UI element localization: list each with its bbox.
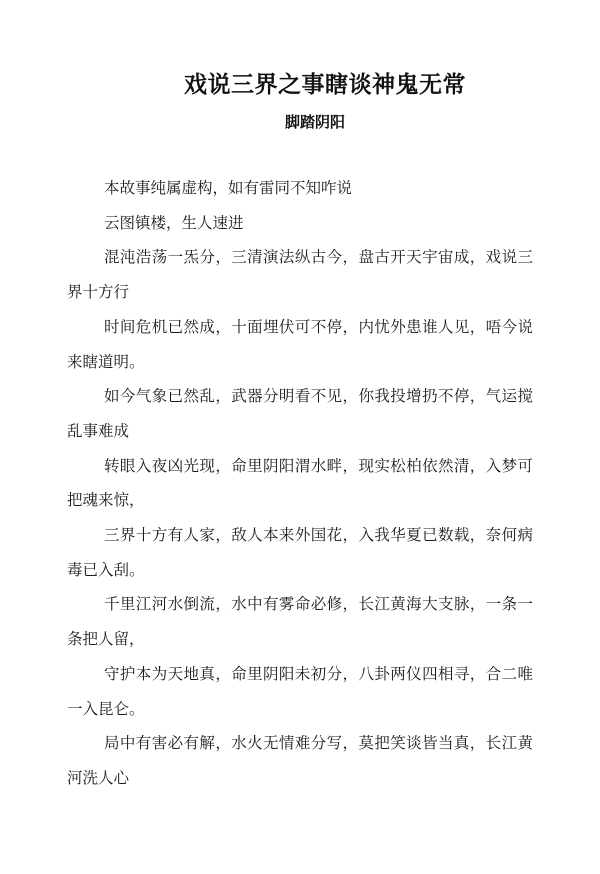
document-author: 脚踏阴阳 (284, 113, 345, 131)
paragraph: 如今气象已然乱，武器分明看不见，你我投增扔不停，气运搅乱事难成 (67, 387, 533, 440)
paragraph: 守护本为天地真，命里阴阳未初分，八卦两仪四相寻，合二唯一入昆仑。 (67, 664, 533, 718)
paragraph: 云图镇楼，生人速进 (104, 213, 244, 232)
paragraph: 本故事纯属虚构，如有雷同不知咋说 (104, 179, 353, 197)
paragraph: 千里江河水倒流，水中有雾命必修，长江黄海大支脉，一条一条把人留， (67, 595, 533, 649)
paragraph: 转眼入夜凶光现，命里阴阳渭水畔，现实松柏依然清，入梦可把魂来惊， (67, 456, 533, 510)
paragraph: 混沌浩荡一炁分，三清演法纵古今，盘古开天宇宙成，戏说三界十方行 (67, 248, 533, 302)
document-body (67, 171, 533, 796)
paragraph: 局中有害必有解，水火无情难分写，莫把笑谈皆当真，长江黄河洗人心 (67, 734, 533, 787)
paragraph: 三界十方有人家，敌人本来外国花，入我华夏已数载，奈何病毒已入刮。 (67, 526, 533, 579)
document-title: 戏说三界之事瞎谈神鬼无常 (184, 72, 466, 98)
paragraph: 时间危机已然成，十面埋伏可不停，内忧外患谁人见，唔今说来瞎道明。 (67, 317, 533, 371)
